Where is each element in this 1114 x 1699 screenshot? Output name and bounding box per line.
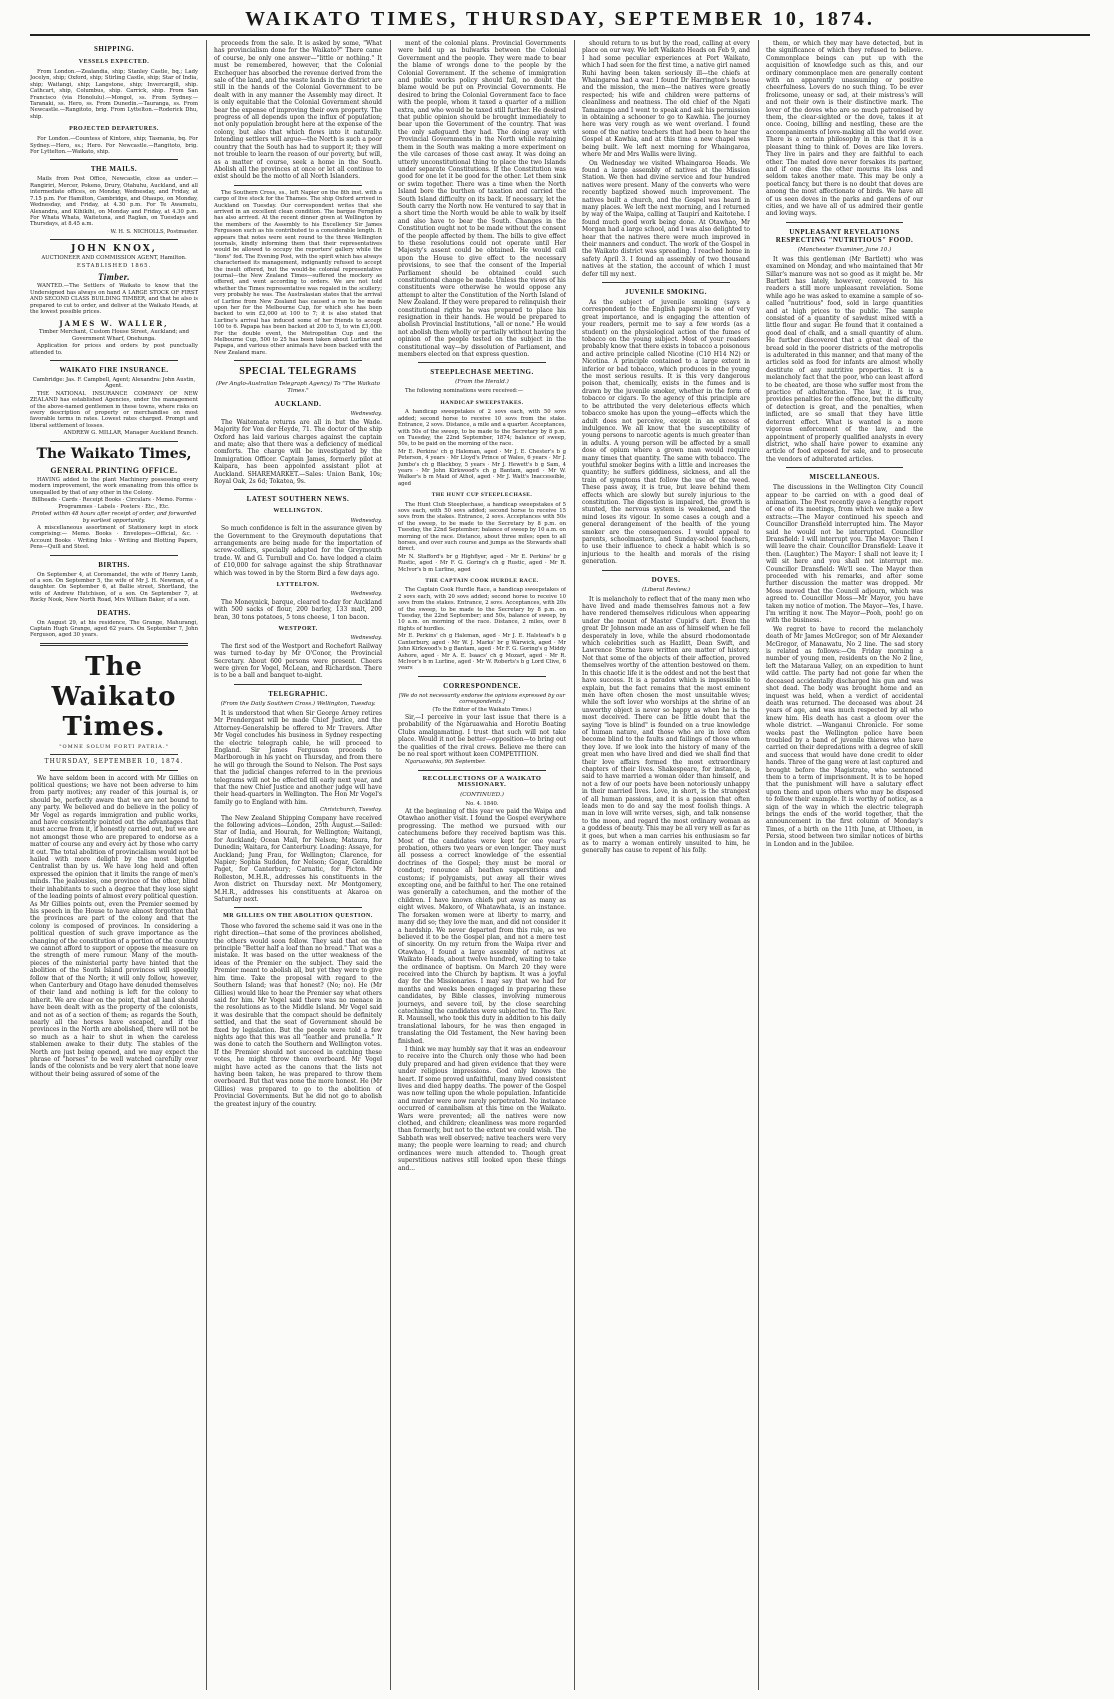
christchurch-day: Christchurch, Tuesday.	[320, 807, 382, 814]
divider	[786, 467, 903, 468]
doves-text: It is melancholy to reflect that of the many men who have lived and made themselves famous not a few have rendered themselves ridiculous when appearing under the mount of Master Cupid's dart. Even the great Dr Johnson made an ass of himself when he fell desperately in love, while the absurd rhodomontade which celebrities such as Hazlitt, Dean Swift, and Lawrence Sterne have written are matter of history. Not that some of the objects of their affection, proved themselves worthy of the attention bestowed on them. In this chaotic life it is the oddest and not the best that have success. It is a paradox which is impossible to explain, but the fact remains that the most eminent men have often chosen the most unsuitable wives; while the soft lover who worships at the shrine of an unworthy object is never so happy as when he is the most deceived. There can be little doubt that the saying "love is blind" is founded on a true knowledge of human nature, and those who are in love often become blind to the faults and failings of those whom they love. If we look into the history of many of the great men who have lived and died we shall find that their love affairs formed the most extraordinary chapters of their lives. Shakespeare, for instance, is said to have married a woman older than himself, and not a few of our poets have been notoriously unhappy in their married lives. Love, in short, is the strangest of all human passions, and it is a passion that often leads men to do and say the most foolish things. A man in love will write verses, sigh, and talk nonsense to the moon, and regard the most ordinary woman as a goddess of beauty. This may be all very well as far as it goes, but when a man carries his enthusiasm so far as to marry a woman entirely unsuited to him, he generally has cause to repent of his folly.	[582, 595, 750, 855]
lyttelton-day: Wednesday.	[350, 591, 382, 598]
lyttelton-heading: LYTTELTON.	[276, 582, 320, 588]
correspondence-heading: CORRESPONDENCE.	[443, 681, 521, 690]
telegraphic-text: It is understood that when Sir George Arney retires Mr Prendergast will be made Chief Justice, and the Attorney-Generalship be offered to Mr Travers. After Mr Vogel concludes his business in Sydney respecting the electric telegraph cable, he will proceed to England. Sir James Fergusson proceeds to Marlborough in his yacht on Thursday, and from there he will go through the Sound to Nelson. The Post says that the judicial changes referred to in the previous telegrams will not be effected till early next year, and that the new Chief Justice and another judge will have their head-quarters in Wellington. The Hon Mr Vogel's family go to England with him.	[214, 709, 382, 806]
column-3	[398, 40, 566, 1690]
shipping-heading: SHIPPING.	[93, 45, 135, 53]
westport-text: The first sod of the Westport and Rochefort Railway was turned to-day by Mr O'Conor, the Provincial Secretary. About 600 persons were present. Cheers were given for Vogel, McLean, and Richardson. There is to be a ball and banquet to-night.	[214, 642, 382, 680]
mails-signature: W. H. S. NICHOLLS, Postmaster.	[110, 228, 198, 235]
hunt-cup-text: The Hunt Club Steeplechase, a handicap sweepstakes of 5 sovs each, with 50 sovs added; second horse to receive 15 sovs from the stakes. Entrance, 2 sovs. Acceptances with 50s of the sweep, to be made to the Secretary by 8 p.m. on Tuesday, the 22nd September; balance of sweep by 10 a.m. on morning of the race. Distance, about three miles; open to all horses, and over such course and jumps as the Stewards shall direct.	[398, 501, 566, 553]
divider	[234, 185, 362, 186]
births-text: On September 4, at Coromandel, the wife of Henry Lamb, of a son. On September 5, the wife of Mr J. H. Newman, of a daughter. On September 6, at Ballie street, Shortland, the wife of Andrew Hutchison, of a son. On September 7, at Rocky Nook, New North Road, Mrs William Baker, of a son.	[30, 571, 198, 604]
column-rule	[206, 40, 207, 1690]
divider	[50, 770, 178, 771]
doves-continued: them, or which they may have detected, but in the significance of which they refused to believe. Commonplace beings can put up with the acquisition of knowledge such as this, and our ordinary commonplace men are generally content with an apparently unassuming or positive cheerfulness. Lovers do no such thing. To be ever frolicsome, uneasy or sad, at their mistress's will and not their own is their distinctive mark. The lover of the doves who are so much patronised by them, the clear-sighted or the dove, takes it at once. Cooing, billing and nestling, these are the accompaniments of love-making all the world over. There is a certain philosophy in this that it is a pleasant thing to think of. Doves are like lovers. They live in pairs and they are faithful to each other. The mated dove never forsakes its partner, and if one dies the other mourns its loss and seldom takes another mate. This may be only a poetical fancy, but there is no doubt that doves are among the most affectionate of birds. We have all of us seen doves in the parks and gardens of our cities, and we have all of us admired their gentle and loving ways.	[766, 40, 923, 218]
wellington-heading: WELLINGTON.	[273, 508, 323, 515]
departures-text: For London.—Countess of Kintore, ship; Tasmania, bq. For Sydney.—Hero, ss.; Hero. For Newcastle.—Rangitoto, brig. For Lyttelton.—Waikato, ship.	[30, 136, 198, 156]
divider	[786, 222, 903, 223]
printing-office-heading: GENERAL PRINTING OFFICE.	[50, 465, 178, 475]
column-4	[582, 40, 750, 1690]
deaths-text: On August 29, at his residence, The Grange, Mahurangi, Captain Hugh Grange, aged 62 years. On September 7, John Ferguson, aged 30 years.	[30, 619, 198, 639]
divider	[50, 555, 178, 556]
waller-line: Timber Merchant, Custom House Street, Auckland; and Government Wharf, Onehunga.	[38, 329, 190, 342]
steeplechase-source: (From the Herald.)	[455, 379, 509, 386]
westport-heading: WESTPORT.	[278, 626, 318, 633]
divider	[234, 907, 362, 908]
knox-established: ESTABLISHED 1865.	[76, 262, 152, 269]
miscellaneous-text-2: We regret to have to record the melancholy death of Mr James McGregor, son of Mr Alexander McGregor, of Manawatu, No 2 line. The sad story is related as follows:—On Friday morning a number of young men, residents on the No 2 line, left the Mataraua Valley, on an expedition to hunt wild cattle. The party had not gone far when the deceased accidentally discharged his gun and was shot dead. The body was brought home and an inquest was held, when a verdict of accidental death was returned. The deceased was about 24 years of age, and was much respected by all who knew him. His death has cast a gloom over the whole district. —Wanganui Chronicle. For some weeks past the Wellington police have been troubled by a band of juvenile thieves who have carried on their depredations with a degree of skill and success that would have done credit to older hands. Three of the gang were at last captured and brought before the Magistrate, who sentenced them to a term of imprisonment. It is to be hoped that the punishment will have a salutary effect upon them and upon others who may be disposed to follow their example. It is worthy of notice, as a sign of the way in which the electric telegraph brings the ends of the world together, that the announcement in the first column of Monday's Times, of a birth on the 11th June, at Ulthoeu, in Persia, stood between two similar notices of births in London and in the Jubilee.	[766, 625, 923, 848]
hurdle-race-heading: THE CAPTAIN COOK HURDLE RACE.	[425, 578, 539, 585]
deaths-heading: DEATHS.	[97, 608, 131, 617]
waller-name: JAMES W. WALLER,	[59, 319, 169, 329]
mails-text: Mails from Post Office, Newcastle, close as under:— Rangiriri, Mercer, Pokeno, Drury, Otahuhu, Auckland, and all intermediate offices, on Monday, Wednesday, and Friday, at 7.15 p.m. For Hamilton, Cambridge, and Ohaupo, on Monday, Wednesday, and Friday, at 4.30 p.m. For Te Awamutu, Alexandra, and Kihikihi, on Monday and Friday, at 4.30 p.m. For Whata Whata, Waitetuna, and Raglan, on Tuesdays and Thursdays, at 8.45 a.m.	[30, 176, 198, 228]
correspondence-place: Ngaruawahia, 9th September.	[405, 759, 486, 766]
handicap-heading: HANDICAP SWEEPSTAKES.	[440, 399, 524, 406]
wellington-day: Wednesday.	[350, 517, 382, 524]
divider	[602, 282, 730, 283]
revelations-text: It was this gentleman (Mr Bartlett) who was examined on Monday, and who maintained that Mr Sillar's manure was not so good as it might be. Mr Bartlett has lately, however, conveyed to his readers a still more unpleasant revelation. Some while ago he was asked to examine a sample of so-called "nutritious" food, sold in large quantities and at high prices to the public. The sample consisted of a quantity of sawdust mixed with a little flour and sugar. He found that it contained a good deal of chalk, and a small quantity of alum. He further discovered that a great deal of the bread sold in the poorer districts of the metropolis is adulterated in this manner, and that many of the articles sold as food for infants are almost wholly destitute of any nutritive properties. It is a melancholy fact that the poor, who can least afford to be cheated, are those who suffer most from the practice of adulteration. The law, it is true, provides penalties for the offence, but the difficulty of detection is great, and the penalties, when inflicted, are so small that they have little deterrent effect. What is wanted is a more vigorous enforcement of the law, and the appointment of properly qualified analysts in every district, who shall have power to examine any article of food exposed for sale, and to prosecute the vendors of adulterated articles.	[766, 255, 923, 463]
paper-motto: "OMNE SOLUM FORTI PATRIA."	[59, 743, 169, 750]
recollections-continued: should return to us but by the road, calling at every place on our way. We left Waikato Heads on Feb 9, and I had some peculiar experiences at Port Waikato, which I had seen for the first time, a native girl named Ruhi having been taken seriously ill—the chiefs at Whaingaroa had a war. I found Dr Harrington's house and the mission, the men—the natives were greatly respected; his wife and children were patterns of cleanliness and neatness. The old chief of the Ngati Tamainupo and I went to speak and ask his permission in obtaining a schooner to go to Kawhia. The journey here was very rough as we went overland. I found some of the native teachers that had been to hear the Gospel at Kawhia, and at this time a new chapel was being built. We left next morning for Whaingaroa, where Mr and Mrs Wallis were living.	[582, 40, 750, 159]
lyttelton-text: The Moneynick, barque, cleared to-day for Auckland with 500 sacks of flour, 200 barley, 133 malt, 200 bran, 30 tons potatoes, 5 tons cheese, 1 ton bacon.	[214, 598, 382, 621]
latest-southern-news-heading: LATEST SOUTHERN NEWS.	[246, 495, 350, 504]
recollections-text-2: I think we may humbly say that it was an endeavour to receive into the Church only those who had been duly prepared and had given evidence that they were under religious impressions. God only knows the heart. If some proved unfaithful, many lived consistent lives and died happy deaths. The power of the Gospel was now telling upon the whole population. Infanticide and murder were now rarely perpetrated. No instance occurred of cannibalism at this time on the Waikato. Wars were prevented; all the natives were now clothed, and children; cleanliness was more regarded than formerly, but not to the extent we could wish. The Sabbath was well observed; native teachers were very many; the people were learning to read; and church ordinances were much attended to. Though great superstitious natives still looked upon these things and...	[398, 1046, 566, 1172]
revelations-source: (Manchester Examiner, June 10.)	[797, 246, 892, 253]
masthead-title: WAIKATO TIMES, THURSDAY, SEPTEMBER 10, 1874.	[245, 8, 875, 30]
handicap-list: Mr E. Perkins' ch g Haleman, aged · Mr J. E. Chester's b g Peterson, 4 years · Mr Lloyd's Prince of Wales, 6 years · Mr J. Jumbo's ch g Blackboy, 5 years · Mr J. Hewett's b g Sam, 4 years · Mr John Kirkwood's ch g Bantam, aged · Mr W. Walker's b m Maid of Athol, aged · Mr J. Watt's Inaccessible, aged	[398, 448, 566, 487]
printing-office-text: HAVING added to the plant Machinery possessing every modern improvement, the work emanating from this office is unequalled by that of any other in the Colony.	[30, 477, 198, 496]
recollections-number: No. 4. 1840.	[465, 800, 499, 807]
printing-list: Billheads · Cards · Receipt Books · Circulars · Memo. Forms · Programmes · Labels · Posters · Etc., Etc.	[31, 497, 197, 510]
divider	[50, 441, 178, 442]
printing-note: Printed within 48 hours after receipt of order, and forwarded by earliest opportunity.	[31, 511, 197, 524]
auckland-heading: AUCKLAND.	[274, 400, 322, 409]
steeplechase-intro: The following nominations were received:—	[405, 388, 523, 395]
abolition-heading: MR GILLIES ON THE ABOLITION QUESTION.	[223, 913, 373, 920]
telegraphic-heading: TELEGRAPHIC.	[268, 689, 328, 698]
special-telegrams-subtitle: (Per Anglo-Australian Telegraph Agency) To "The Waikato Times."	[216, 381, 380, 395]
handicap-text: A handicap sweepstakes of 2 sovs each, with 50 sovs added; second horse to receive 10 sovs from the stake. Entrance, 2 sovs. Distance, a mile and a quarter. Acceptances, with 50s of the sweep, to be made to the Secretary by 8 p.m. on Tuesday, the 22nd September, 1874; balance of sweep, 50s, to be paid on the morning of the race.	[398, 409, 566, 448]
doves-heading: DOVES.	[651, 575, 681, 584]
knox-line: AUCTIONEER AND COMMISSION AGENT, Hamilton.	[41, 255, 187, 262]
national-insurance-text: THE NATIONAL INSURANCE COMPANY OF NEW ZEALAND has established Agencies, under the management of the above-named gentlemen in these towns, where risks on every description of property or merchandise on most favorable terms in rates. Lowest rates charged. Prompt and liberal settlement of losses.	[30, 390, 198, 429]
recollections-subtitle: (CONTINUED.)	[460, 791, 504, 798]
column-rule	[758, 40, 759, 1690]
births-heading: BIRTHS.	[98, 560, 130, 569]
correspondence-to: (To the Editor of the Waikato Times.)	[432, 706, 532, 713]
national-insurance-signature: ANDREW G. MILLAR, Manager Auckland Branch.	[63, 430, 198, 437]
column-rule	[574, 40, 575, 1690]
recollections-text: At the beginning of this year we paid the Waipa and Otawhao another visit. I found the Gospel everywhere progressing. The method we pursued with our catechumens before they received baptism was this. Most of the candidates were kept for one year's probation, others two years or even longer. They must all possess a correct knowledge of the essential doctrines of the Gospel; they must be moral or conduct; renounce all heathen superstitions and customs; if polygamists, put away all their wives excepting one, and be faithful to her. The one retained was generally a catechumen, and the mother of the children. I have known chiefs put away as many as eight wives. Makoro, of Whatawhata, is an instance. The forsaken women were at liberty to marry, and many did so; they love the man, and did not consider it a hardship. We never departed from this rule, as we believed it to be the Gospel plan, and not a mere test of sincerity. On my return from the Waipa river and Otawhao, I found a large assembly of natives at Waikato Heads, about twelve hundred, waiting to take the ordinance of baptism. On March 20 they were received into the Church by baptism. It was a joyful day for the Missionaries. I may say that we had for months and weeks been engaged in preparing these candidates, by Bible classes, involving numerous journeys, and severe toil, by the close searching catechising the candidates were subjected to. The Rev. R. Maunsell, who took this duty in addition to his daily translational labours, for he was then engaged in translating the Old Testament, the New having been finished.	[398, 808, 566, 1045]
telegraphic-subtitle: (From the Daily Southern Cross.) Wellington, Tuesday.	[220, 700, 376, 707]
divider	[50, 754, 178, 755]
auckland-text: The Waitemata returns are all in but the Wade. Majority for Von der Heyde, 71. The doctor of the ship Oxford has laid various charges against the captain and mate; also that there was a deficiency of medical comforts. The charge will be investigated by the Immigration Officer. Captain James, formerly pilot at Kaipara, has been appointed assistant pilot at Auckland. SHAREMARKET.—Sales: Union Bank, 10s; Royal Oak, 2s 6d; Tokatea, 9s.	[214, 418, 382, 485]
column-5	[766, 40, 1090, 1690]
waller-text: Application for prices and orders by post punctually attended to.	[30, 343, 198, 356]
southern-news-text: The Southern Cross, ss., left Napier on the 8th inst. with a cargo of live stock for the Thames. The ship Oxford arrived in Auckland on Tuesday. Our correspondent writes that she arrived in an excellent clean condition. The barque Fernglen has also arrived. At the recent dinner given at Wellington by the members of the Assembly to his Excellency Sir James Fergusson such as his contributed to a considerable length. It appears that notes were sent round to the three Wellington journals, kindly informing them that their representatives would be allowed to occupy the reporters' gallery while the "lions" fed. The Evening Post, with the spirit which has always characterised its management, indignantly refused to accept the insult offered, but the would-be colonial representative journal—the New Zealand Times—suffered the mockery as offered, and went according to orders. We are not told whether the Times representative was regaled in the scullery; very probably he was. The Australasian states that the arrival of Lurline from New Zealand has caused a run to be made upon her for the Melbourne Cup, for which she has been backed to win £2,000 at 100 to 7; it is also stated that Lurline's arrival has induced some of her friends to accept 100 to 6. Papapa has been backed at 200 to 3, to win £3,000. For the double event, the Metropolitan Cup and the Melbourne Cup, 500 to 25 has been taken about Lurline and Papapa, and various other animals have been backed with the New Zealand mare.	[214, 189, 382, 356]
correspondence-text: Sir,—I perceive in your last issue that there is a probability of the Ngaruawahia and Horotiu Boating Clubs amalgamating. I trust that such will not take place. Would it not be better—opposition—to bring out the qualities of the rival crews. Believe me there can be no real sport without keen COMPETITION.	[398, 713, 566, 758]
divider	[418, 676, 546, 677]
printing-office-title: The Waikato Times,	[36, 445, 192, 462]
divider	[418, 362, 546, 363]
timber-heading: Timber.	[98, 271, 130, 282]
divider	[418, 770, 546, 771]
miscellaneous-text: The discussions in the Wellington City Council appear to be carried on with a good deal of animation. The Post recently gave a lengthy report of one of its meetings, from which we make a few extracts:—The Mayor continued his speech and Councillor Dransfield interrupted him. The Mayor said he would not be interrupted. Councillor Dransfield: I will interrupt you. The Mayor: Then I will leave the chair. Councillor Dransfield: Leave it then. (Laughter.) The Mayor: I shall not leave it; I will sit here and you shall not interrupt me. Councillor Dransfield: We'll see. The Mayor then proceeded with his remarks, and after some further discussion the matter was dropped. Mr Moss moved that the Council adjourn, which was agreed to. Councillor Moss—Mr Mayor, you have taken my notice of motion. The Mayor—Yes, I have. I'm writing it now. The Mayor—Pooh, pooh! go on with the business.	[766, 484, 923, 625]
divider	[234, 489, 362, 490]
hunt-cup-list: Mr N. Stafford's br g Highflyer, aged · Mr E. Perkins' br g Rustic, aged · Mr F. G. Goring's ch g Rustic, aged · Mr R. McIvor's b m Lurline, aged	[398, 553, 566, 573]
divider	[602, 570, 730, 571]
hunt-cup-heading: THE HUNT CUP STEEPLECHASE.	[431, 492, 533, 499]
masthead	[30, 8, 1090, 36]
hurdle-race-list: Mr E. Perkins' ch g Haleman, aged · Mr J. E. Halstead's b g Canterbury, aged · Mr W. J. Marks' br g Warwick, aged · Mr John Kirkwood's b g Bantam, aged · Mr F. G. Goring's g Middy Ashore, aged · Mr A. E. Isaacs' ch g Mozart, aged · Mr R. McIvor's b m Lurline, aged · Mr W. Roberts's b g Lord Clive, 6 years	[398, 633, 566, 672]
miscellaneous-heading: MISCELLANEOUS.	[809, 473, 880, 482]
fire-insurance-text: Cambridge: Jas. F. Campbell, Agent; Alexandra: John Austin, Agent.	[32, 377, 196, 390]
juvenile-smoking-text: As the subject of juvenile smoking (says a correspondent to the English papers) is one of very great importance, and is engaging the attention of your readers, permit me to say a few words (as a student) on the physiological action of the fumes of tobacco on the young subject. Most of your readers probably know that there exists in tobacco a poisonous and active principle called Nicotine (C10 H14 N2) or Nicotina. A principle contained to a large extent in inferior or bad tobacco, which produces in the young the most serious results. It is this very dangerous poison that, chemically, exists in the fumes and is drawn by the juvenile smoker, whether in the form of tobacco or cigars. To the agency of this principle are to be attributed the very deleterious effects which tobacco smoke has upon the young—effects which the adult does not perceive, except in an excess of indulgence. We all know that the susceptibility of young persons to narcotic agents is much greater than in adults. A young person will be affected by a small dose of opium where a grown man would require many times that quantity. The same with tobacco. The youthful smoker begins with a little and increases the quantity; he suffers giddiness, sickness, and all the train of symptoms that follow the use of the weed. These pass away, it is true, but leave behind them effects which are slowly but surely injurious to the constitution. The digestion is impaired, the growth is stunted, the nervous system is weakened, and the mind loses its vigour. In some cases a cough and a general derangement of the health of the young smoker are the consequences. I would appeal to parents, schoolmasters, and Sunday-school teachers, to use their influence to check a habit which is so injurious to the health and morals of the rising generation.	[582, 299, 750, 566]
westport-day: Wednesday.	[350, 635, 382, 642]
departures-heading: PROJECTED DEPARTURES.	[69, 126, 159, 133]
columns	[30, 40, 1090, 1690]
abolition-text: Those who favored the scheme said it was one in the right direction—that some of the provinces abolished, the others would soon follow. They said that on the principle "Better half a loaf than no bread." That was a mistake. It was based on the utter weakness of the ideas of the Premier on the subject. They said the Premier meant to abolish all, but yet they were to give him time. Take the proposal with regard to the Southern Island; was that honest? (No; no). He (Mr Gillies) would like to hear the Premier say what others said for him. Mr Vogel said there was no menace in the resolutions as to the Middle Island. Mr Vogel said it was desirable that the compact should be definitely settled, and that the seat of Government should be fixed by legislation. But the people were told a few nights ago that this was all "leather and prunella." It was done to catch the Southern and Wellington votes. If the Premier should not succeed in catching these votes, he might throw them overboard. Mr Vogel might have acted as the canons that the lists not having been taken, he was prepared to throw them overboard. But that was none the more honest. He (Mr Gillies) was prepared to go to the abolition of Provincial Governments. But he did not go to abolish the greatest injury of the country.	[214, 922, 382, 1108]
leader-continued: proceeds from the sale. It is asked by some, "What has provincialism done for the Waikato?" There came of course, be only one answer—"little or nothing." It must be remembered, however, that the Colonial Exchequer has absorbed the revenue derived from the sale of the land, and the waste lands in the district are still in the hands of the Colonial Government to be dealt with in any manner the Assembly may direct. It is only equitable that the Colonial Government should bear the expense of improving their own property. The progress of all depends upon the influx of population; not only population brought here at the expense of the colony, but also that which flows into it naturally. Intending settlers will argue—the North is such a poor country that the South has had to support it; they will not trouble to learn the reason of our poverty, but will, as a matter of course, seek a home in the South. Abolish all the provinces at once or let all continue to exist should be the motto of all North Islanders.	[214, 40, 382, 181]
auckland-day: Wednesday.	[350, 411, 382, 418]
steeplechase-heading: STEEPLECHASE MEETING.	[430, 368, 534, 377]
divider	[40, 643, 188, 646]
paper-title: The Waikato Times.	[51, 651, 177, 742]
stationery-text: A miscellaneous assortment of Stationery kept in stock comprising:— Memo. Books · Envelopes—Official, &c. · Account Books · Writing Inks · Writing and Blotting Papers, Pens—Quill and Steel.	[30, 524, 198, 551]
hurdle-race-text: The Captain Cook Hurdle Race, a handicap sweepstakes of 2 sovs each, with 20 sovs added; second horse to receive 10 sovs from the stakes. Entrance, 2 sovs. Acceptances, with 20s of the sweep, to be made to the Secretary by 8 p.m. on Tuesday, the 22nd September; and 50s, balance of sweep, by 10 a.m. on morning of the race. Distance, 2 miles, over 8 flights of hurdles.	[398, 587, 566, 632]
recollections-continued-2: On Wednesday we visited Whaingaroa Heads. We found a large assembly of natives at the Mission Station. We then had divine service and four hundred natives were present. Many of the converts who were recently baptized showed much improvement. The natives built a church, and the Gospel was heard in many places. We left the next morning, and I returned by way of the Waipa, calling at Taupiri and Kaitotehe. I found much good work being done. At Otawhao, Mr Morgan had a large school, and I was also delighted to hear that the natives there were much improved in their manners and conduct. The work of the Gospel in the Waikato district was spreading. I reached home in safety April 3. I found an assembly of two thousand natives at the station, the account of which I must defer till my next.	[582, 159, 750, 278]
timber-text: WANTED.—The Settlers of Waikato to know that the Undersigned has always on hand A LARGE STOCK OF FIRST AND SECOND CLASS BUILDING TIMBER, and that he also is prepared to cut to order, and deliver at the Waikato Heads, at the lowest possible prices.	[30, 283, 198, 315]
paper-date: THURSDAY, SEPTEMBER 10, 1874.	[44, 758, 184, 766]
fire-insurance-heading: WAIKATO FIRE INSURANCE.	[59, 366, 169, 374]
divider	[50, 360, 178, 361]
vessels-text: From London.—Zealandia, ship; Stanley Castle, bq.; Lady Jocelyn, ship; Oxford, ship; Stirling Castle, ship; Star of India, ship; Waitangi, ship; Langstone, ship; Invercargill, ship. Cathcart, ship, Columbus, ship. Carrick, ship. From San Francisco (via Honolulu).—Mongol, ss. From Sydney.—Taranaki, ss. Hero, ss. From Dunedin.—Tauranga, ss. From Newcastle.—Rangitoto, brig. From Lyttelton.—Roderick Dhu, ship.	[30, 69, 198, 120]
vessels-heading: VESSELS EXPECTED.	[78, 59, 150, 65]
juvenile-smoking-heading: JUVENILE SMOKING.	[624, 288, 707, 296]
knox-name: JOHN KNOX,	[71, 244, 157, 255]
recollections-heading: RECOLLECTIONS OF A WAIKATO MISSIONARY.	[422, 774, 542, 789]
mails-heading: THE MAILS.	[90, 165, 138, 174]
special-telegrams-heading: SPECIAL TELEGRAMS	[239, 366, 357, 378]
column-5-split	[766, 40, 1090, 1690]
leader-text: We have seldom been in accord with Mr Gillies on political questions; we have not been adverse to him from party motives; any reader of this journal is, or should be, perfectly aware that we are not bound to any party. We believed and do believe in the policy of Mr Vogel as regards immigration and public works, and have consistently pointed out the advantages that must accrue from it, if honestly carried out, but we are not amongst those who are prepared to endorse as a matter of course any and every act by those who carry it out. The total abolition of provincialism would not be hailed with more delight by the most bigoted Centralist than by us. We have long held and often expressed the opinion that it limits the range of men's minds. The jealousies, one province of the other, blind their inhabitants to such a degree that they lose sight of the leading points of almost every political question. As Mr Gillies points out, even the Premier seemed by his speech in the House to have almost forgotten that the provinces are part of the colony and that the colony is composed of provinces. In considering a political question of such grave importance as the changing of the constitution of a portion of the country we cannot afford to support or oppose the measure on the strength of mere rumour. Many of the mouth-pieces of the ministerial party have hinted that the abolition of the South Island provinces will speedily follow that of the North; it will only follow, however, when Canterbury and Otago have denuded themselves of their land and nothing is left for the colony to inherit. We are clear on the point, that all land should have been dealt with as the property of the colonists, and not as of a section of them; as regards the South, nearly all the horses have escaped, and if the provinces in the North are abolished, there will not be so much as a hair to shut in when the careless stablemen awake to their duty. The stables of the North are just being opened, and we may expect the phrase of "horses" to be well watched carefully over lands of the colonists and be very alert that none leave without their being assured of some of the	[30, 774, 198, 1078]
column-2	[214, 40, 382, 1690]
divider	[50, 239, 178, 240]
divider	[234, 360, 362, 361]
correspondence-note: [We do not necessarily endorse the opinions expressed by our correspondents.]	[398, 692, 566, 706]
doves-source: (Liberal Review.)	[641, 586, 691, 593]
revelations-heading: UNPLEASANT REVELATIONS RESPECTING "NUTRITIOUS" FOOD.	[775, 227, 914, 244]
divider	[50, 159, 178, 160]
wellington-text: So much confidence is felt in the assurance given by the Government to the Greymouth deputations that arrangements are being made for the importation of screw-colliers, specially adapted for the Greymouth trade. W. and G. Turnbull and Co. have lodged a claim of £10,000 for salvage against the ship Strathnavar which was towed in by the Storm Bird a few days ago.	[214, 525, 382, 577]
column-1	[30, 40, 198, 1690]
abolition-continued: ment of the colonial plans. Provincial Governments were held up as bulwarks between the Colonial Government and the people. They were made to bear the blame of wrongs done to the people by the Colonial Government. If the scheme of immigration and public works policy should fail, no doubt the blame would be put on Provincial Governments. He desired to bring the Colonial Government face to face with the people, whom it taxed a quarter of a million extra, and who would be taxed still further. He desired that public opinion should be brought immediately to bear upon the Government of the country. That was the only safeguard they had. The doing away with Provincial Governments in the North while retaining them in the South was making a more experiment on the vile carcases of those cast away. It was doing an utterly unconstitutional thing to place the two Islands under separate Constitutions. If the Constitution was good for one let it be good for the other. Let them sink or swim together. There was a time when the North Island bore the burthen of taxation and carried the South Island difficulty on its back. If necessary, let the South carry the North now. He ventured to say that in a short time the North would be able to walk by itself and also have to bear the South. Changes in the Constitution ought not to be made without the consent of the people affected by them. The bills to give effect to these resolutions could not operate until Her Majesty's assent could be obtained. He would call upon the House to give effect to the necessary provisions, to see that the consent of the Imperial Parliament should be obtained could such constitutional change be made. Unless the views of his constituents were otherwise he would oppose any attempt to alter the Constitution of the North Island of New Zealand. If they were prepared to relinquish their constitutional rights he was prepared to place his resignation in their hands. He would be prepared to abolish Provincial Institutions, "all or none." He would not abolish them wholly or partially without having the opinion of the people tested on the subject in the constitutional way—by dissolution of Parliament, and members elected on that express question.	[398, 40, 566, 359]
divider	[234, 684, 362, 685]
christchurch-text: The New Zealand Shipping Company have received the following advices—London, 25th August.—Sailed: Star of India, and Hourah, for Wellington; Waitangi, for Auckland; Ocean Mail, for Nelson; Mataura, for Dunedin; Waitara, for Canterbury. Loading: Assaye, for Auckland; Jung Frau, for Wellington; Clarence, for Napier; Sophia Sudden, for Nelson; Gogar, Geraldine Paget, for Canterbury; Carnatic, for Picton. Mr Rolleston, M.H.R., addresses his constituents in the Avon district on Thursday next. Mr Montgomery, M.H.R., addresses his constituents at Akaroa on Saturday next.	[214, 814, 382, 904]
column-rule	[390, 40, 391, 1690]
